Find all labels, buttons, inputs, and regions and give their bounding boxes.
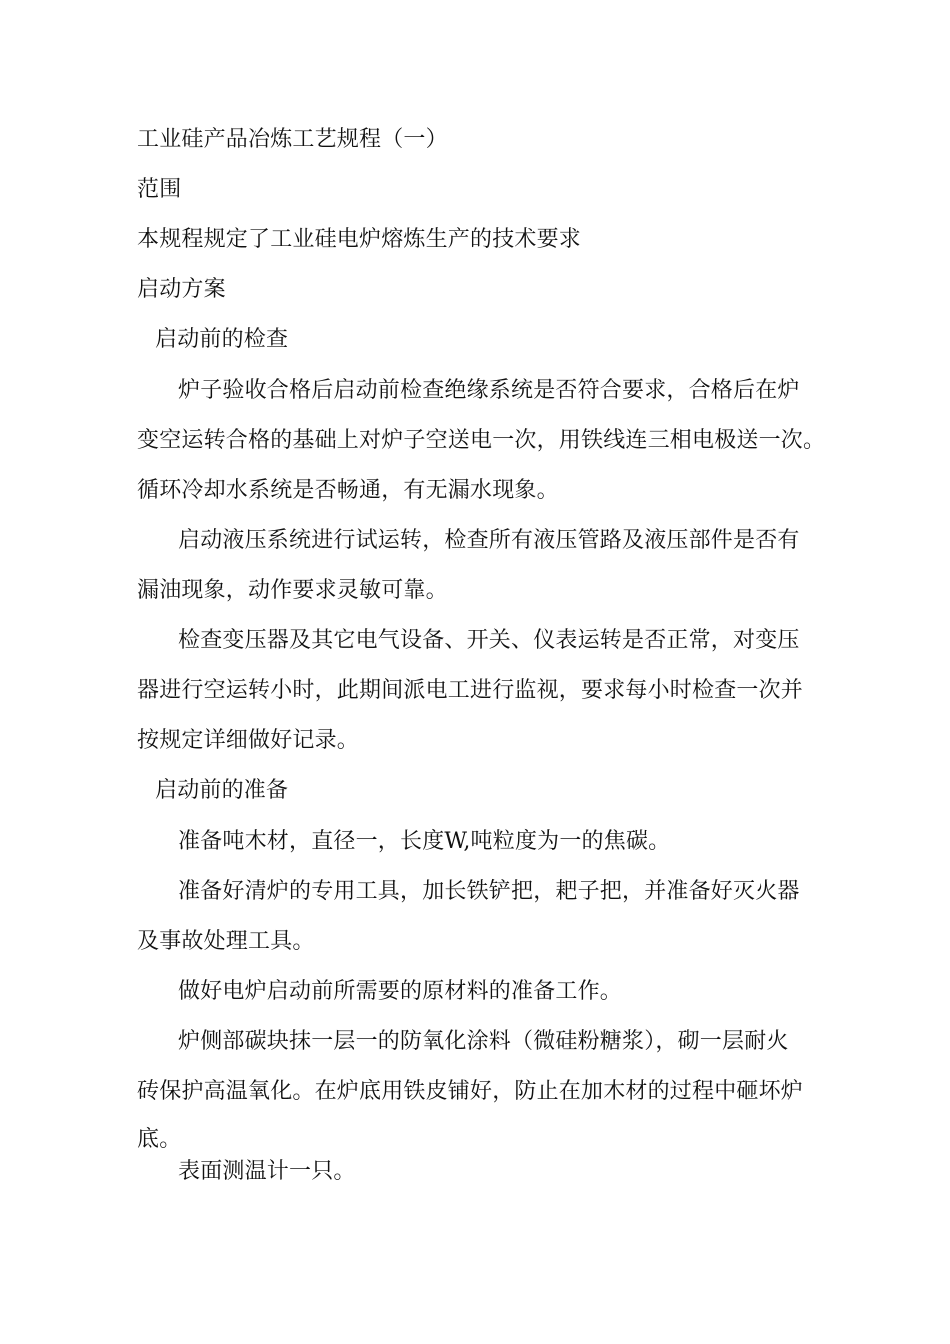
check-paragraph-3-line-1: 检查变压器及其它电气设备、开关、仪表运转是否正常，对变压 — [178, 628, 800, 653]
prep-paragraph-3-line-1: 做好电炉启动前所需要的原材料的准备工作。 — [178, 979, 623, 1004]
section-heading-scope: 范围 — [137, 177, 182, 202]
prep-paragraph-2-line-1: 准备好清炉的专用工具，加长铁铲把，耙子把，并准备好灭火器 — [178, 879, 800, 904]
check-paragraph-1-line-3: 循环冷却水系统是否畅通，有无漏水现象。 — [137, 478, 559, 503]
subsection-heading-check: 启动前的检查 — [155, 327, 289, 352]
check-paragraph-3-line-3: 按规定详细做好记录。 — [137, 728, 360, 753]
check-paragraph-3-line-2: 器进行空运转小时，此期间派电工进行监视，要求每小时检查一次并 — [137, 678, 804, 703]
prep-paragraph-4-line-1: 炉侧部碳块抹一层一的防氧化涂料（微硅粉糖浆），砌一层耐火 — [178, 1029, 789, 1054]
check-paragraph-1-line-1: 炉子验收合格后启动前检查绝缘系统是否符合要求，合格后在炉 — [178, 378, 800, 403]
subsection-heading-prep: 启动前的准备 — [155, 778, 289, 803]
prep-paragraph-2-line-2: 及事故处理工具。 — [137, 929, 315, 954]
check-paragraph-1-line-2: 变空运转合格的基础上对炉子空送电一次，用铁线连三相电极送一次。 — [137, 428, 826, 453]
section-heading-startup: 启动方案 — [137, 277, 226, 302]
prep-paragraph-4-line-3: 底。 — [137, 1127, 182, 1152]
prep-paragraph-4-line-2: 砖保护高温氧化。在炉底用铁皮铺好，防止在加木材的过程中砸坏炉 — [137, 1079, 804, 1104]
scope-paragraph: 本规程规定了工业硅电炉熔炼生产的技术要求 — [137, 227, 582, 252]
document-title: 工业硅产品冶炼工艺规程（一） — [137, 127, 448, 152]
check-paragraph-2-line-2: 漏油现象，动作要求灵敏可靠。 — [137, 578, 448, 603]
check-paragraph-2-line-1: 启动液压系统进行试运转，检查所有液压管路及液压部件是否有 — [178, 528, 800, 553]
prep-paragraph-1-line-1: 准备吨木材，直径一，长度W,吨粒度为一的焦碳。 — [178, 829, 671, 854]
prep-paragraph-5-line-1: 表面测温计一只。 — [178, 1159, 356, 1184]
